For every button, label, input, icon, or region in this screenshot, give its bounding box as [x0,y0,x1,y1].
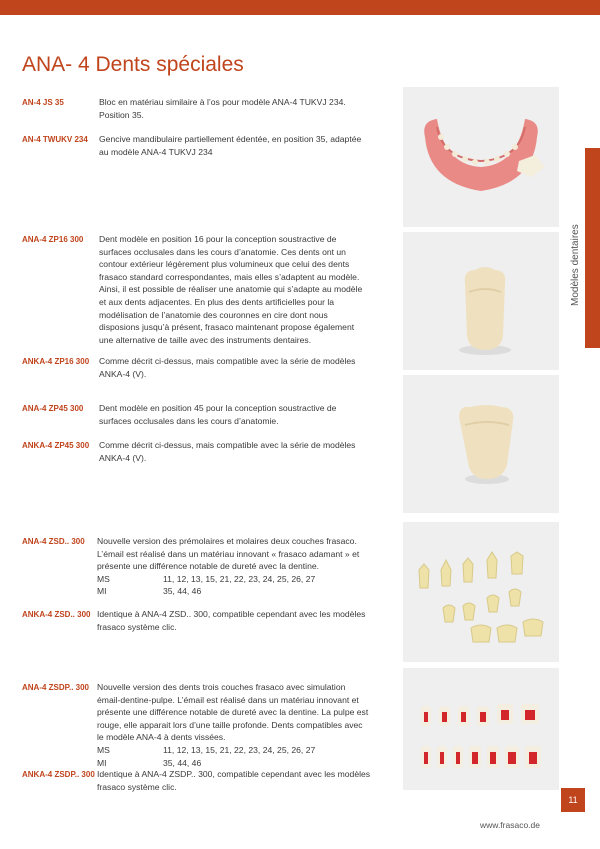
description-line: Ainsi, il est possible de réaliser une anatomie qui s’adapte au modèle [99,284,363,295]
table-row [97,744,397,757]
product-photo-tooth-zp45 [403,375,559,513]
description-line: Identique à ANA-4 ZSD.. 300, compatible cependant avec les modèles [97,609,366,619]
description-line: contour extérieur légèrement plus volumineux que celui des dents [99,259,350,270]
top-accent-bar [0,0,600,15]
jaw-label: MS [97,744,110,755]
tooth-positions: 35, 44, 46 [163,757,202,768]
description-line: le modèle ANA-4 à dents vissées. [97,732,226,743]
product-code-an4-js35: AN-4 JS 35 [22,98,64,107]
description-line: Position 35. [99,109,144,120]
description-line: Comme décrit ci-dessus, mais compatible avec la série de modèles [99,440,356,450]
description-line: surfaces occlusales dans les cours d’anatomie. Ces dents ont un [99,246,346,257]
table-row [97,573,397,586]
side-section-label: Modèles dentaires [570,224,581,306]
jaw-label: MS [97,573,110,584]
product-description-an4-js35 [99,96,399,121]
product-description-anka4-zsd-300 [97,608,397,633]
description-line: ANKA-4 (V). [99,452,147,463]
product-photo-two-layer-teeth [403,522,559,662]
product-code-anka4-zsd-300: ANKA-4 ZSD.. 300 [22,610,91,619]
description-line: modélisation de l’anatomie des couronnes en cire dont nous [99,309,328,320]
description-line: Nouvelle version des dents trois couches frasaco avec simulation [97,682,346,692]
description-line: Dent modèle en position 45 pour la conception soustractive de [99,403,337,413]
product-description-anka4-zp16-300 [99,355,399,380]
tooth-positions: 11, 12, 13, 15, 21, 22, 23, 24, 25, 26, 27 [163,744,316,755]
product-description-ana4-zp16-300 [99,233,399,346]
description-line: Dent modèle en position 16 pour la conception soustractive de [99,234,337,244]
description-line: une alternative de taille avec des instruments dentaires. [99,334,312,345]
description-line: au modèle ANA-4 TUKVJ 234 [99,146,213,157]
product-photo-three-layer-teeth [403,668,559,790]
jaw-label: MI [97,757,107,768]
description-line: frasaco système clic. [97,781,177,792]
product-code-anka4-zsdp-300: ANKA-4 ZSDP.. 300 [22,770,95,779]
description-line: L’émail est réalisé dans un matériau innovant « frasaco adamant » et [97,548,360,559]
side-section-tab [585,148,600,348]
description-line: Bloc en matériau similaire à l’os pour modèle ANA-4 TUKVJ 234. [99,97,346,107]
footer-url: www.frasaco.de [480,820,540,830]
description-line: disposions jusqu’à présent, frasaco maintenant propose également [99,322,355,333]
product-description-anka4-zp45-300 [99,439,399,464]
product-description-an4-twukv234 [99,133,399,158]
description-line: présente une différence notable de dureté avec la dentine. [97,561,320,572]
description-line: frasaco standard correspondantes, mais elles s’adaptent au modèle. [99,271,360,282]
description-line: et aux dents adjacentes. En plus des dents artificielles pour la [99,296,335,307]
page-title: ANA- 4 Dents spéciales [22,53,244,76]
product-code-an4-twukv234: AN-4 TWUKV 234 [22,135,88,144]
tooth-positions: 11, 12, 13, 15, 21, 22, 23, 24, 25, 26, 27 [163,573,316,584]
product-code-ana4-zsd-300: ANA-4 ZSD.. 300 [22,537,85,546]
description-line: Gencive mandibulaire partiellement édentée, en position 35, adaptée [99,134,362,144]
product-code-anka4-zp45-300: ANKA-4 ZP45 300 [22,441,90,450]
description-line: Identique à ANA-4 ZSDP.. 300, compatible cependant avec les modèles [97,769,371,779]
description-line: rouge, elle apparait lors d’une taille profonde. Dents compatibles avec [97,719,363,730]
table-row [97,585,397,598]
product-photo-tooth-zp16 [403,232,559,370]
description-line: présente une différence notable de dureté avec la dentine. La pulpe est [97,707,369,718]
product-description-ana4-zsd-300 [97,535,397,598]
description-line: Nouvelle version des prémolaires et molaires deux couches frasaco. [97,536,357,546]
product-code-ana4-zsdp-300: ANA-4 ZSDP.. 300 [22,683,89,692]
product-code-ana4-zp16-300: ANA-4 ZP16 300 [22,235,84,244]
tooth-position-table [97,573,397,598]
product-description-ana4-zsdp-300 [97,681,397,769]
description-line: frasaco système clic. [97,621,177,632]
product-code-anka4-zp16-300: ANKA-4 ZP16 300 [22,357,90,366]
product-photo-gingiva [403,87,559,227]
description-line: Comme décrit ci-dessus, mais compatible avec la série de modèles [99,356,356,366]
tooth-position-table [97,744,397,769]
description-line: émail-dentine-pulpe. L’émail est réalisé dans un matériau innovant et [97,694,359,705]
description-line: surfaces occlusales dans les cours d’anatomie. [99,415,279,426]
description-line: ANKA-4 (V). [99,368,147,379]
tooth-positions: 35, 44, 46 [163,586,202,597]
page-number: 11 [561,788,585,812]
product-description-anka4-zsdp-300 [97,768,397,793]
product-description-ana4-zp45-300 [99,402,399,427]
product-code-ana4-zp45-300: ANA-4 ZP45 300 [22,404,84,413]
jaw-label: MI [97,586,107,597]
